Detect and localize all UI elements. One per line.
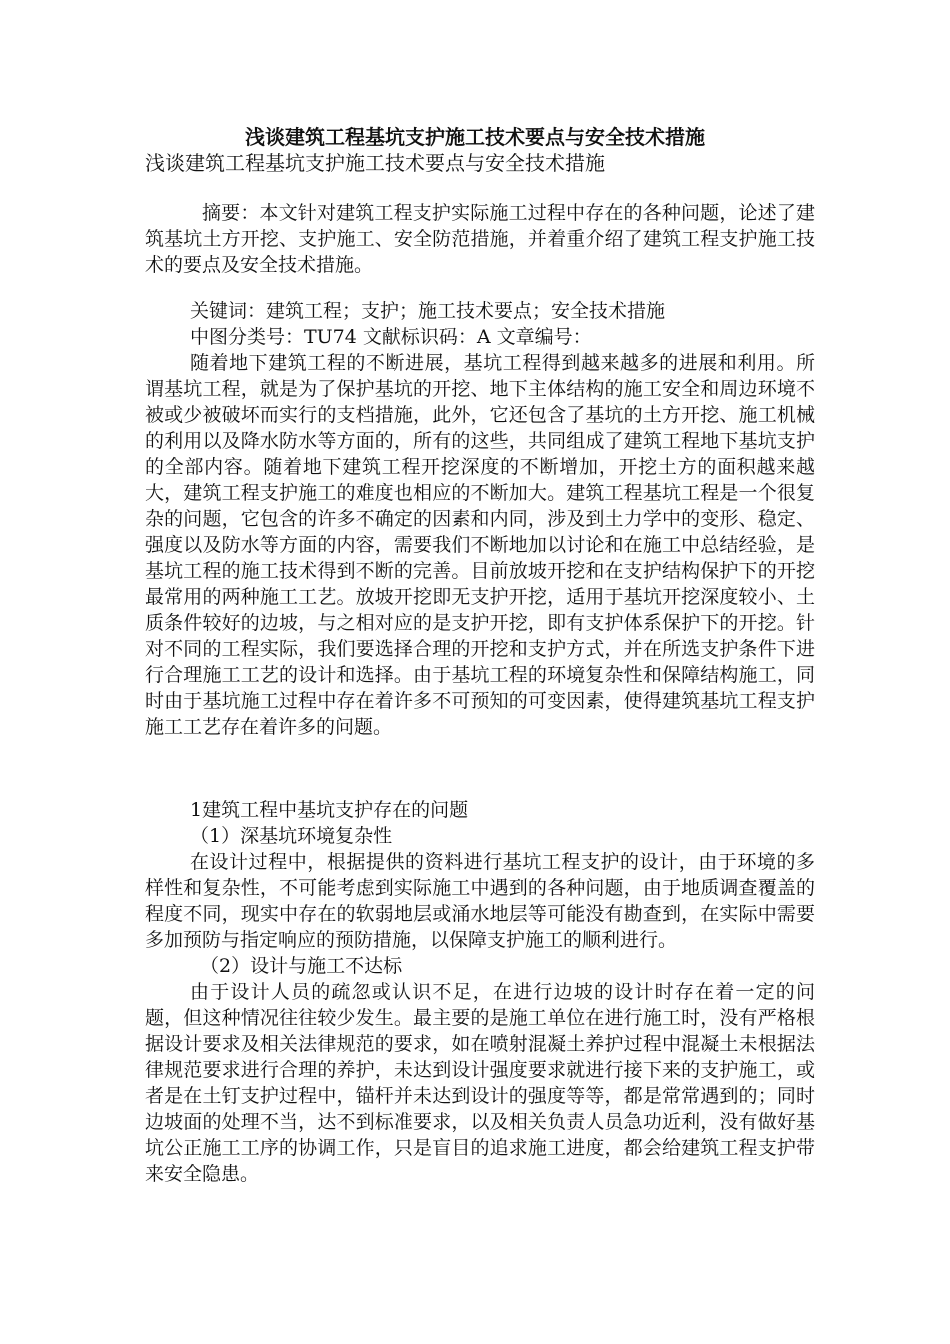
subsection-1-heading: （1）深基坑环境复杂性	[190, 825, 393, 847]
section-1-heading: 1建筑工程中基坑支护存在的问题	[190, 799, 469, 821]
section-1	[145, 797, 815, 1187]
keywords-block	[145, 298, 815, 350]
subsection-1-paragraph: 在设计过程中，根据提供的资料进行基坑工程支护的设计，由于环境的多样性和复杂性，不可能考虑到实际施工中遇到的各种问题，由于地质调查覆盖的程度不同，现实中存在的软弱地层或涌水地层等可能没有勘查到，在实际中需要多加预防与指定响应的预防措施，以保障支护施工的顺利进行。	[145, 851, 815, 951]
abstract-paragraph: 摘要：本文针对建筑工程支护实际施工过程中存在的各种问题，论述了建筑基坑土方开挖、支护施工、安全防范措施，并着重介绍了建筑工程支护施工技术的要点及安全技术措施。	[145, 202, 815, 276]
intro-paragraph: 随着地下建筑工程的不断进展，基坑工程得到越来越多的进展和利用。所谓基坑工程，就是为了保护基坑的开挖、地下主体结构的施工安全和周边环境不被或少被破坏而实行的支档措施，此外，它还包含了基坑的土方开挖、施工机械的利用以及降水防水等方面的，所有的这些，共同组成了建筑工程地下基坑支护的全部内容。随着地下建筑工程开挖深度的不断增加，开挖土方的面积越来越大，建筑工程支护施工的难度也相应的不断加大。建筑工程基坑工程是一个很复杂的问题，它包含的许多不确定的因素和内同，涉及到土力学中的变形、稳定、强度以及防水等方面的内容，需要我们不断地加以讨论和在施工中总结经验，是基坑工程的施工技术得到不断的完善。目前放坡开挖和在支护结构保护下的开挖最常用的两种施工工艺。放坡开挖即无支护开挖，适用于基坑开挖深度较小、土质条件较好的边坡，与之相对应的是支护开挖，即有支护体系保护下的开挖。针对不同的工程实际，我们要选择合理的开挖和支护方式，并在所选支护条件下进行合理施工工艺的设计和选择。由于基坑工程的环境复杂性和保障结构施工，同时由于基坑施工过程中存在着许多不可预知的可变因素，使得建筑基坑工程支护施工工艺存在着许多的问题。	[145, 352, 815, 738]
keywords-line: 关键词：建筑工程；支护；施工技术要点；安全技术措施	[190, 300, 666, 322]
classification-line: 中图分类号：TU74 文献标识码：A 文章编号：	[190, 326, 592, 348]
subsection-2-heading: （2）设计与施工不达标	[200, 955, 403, 977]
subsection-2-paragraph: 由于设计人员的疏忽或认识不足，在进行边坡的设计时存在着一定的问题，但这种情况往往较少发生。最主要的是施工单位在进行施工时，没有严格根据设计要求及相关法律规范的要求，如在喷射混凝土养护过程中混凝土未根据法律规范要求进行合理的养护，未达到设计强度要求就进行接下来的支护施工，或者是在土钉支护过程中，锚杆并未达到设计的强度等等，都是常常遇到的；同时边坡面的处理不当，达不到标准要求，以及相关负责人员急功近利，没有做好基坑公正施工工序的协调工作，只是盲目的追求施工进度，都会给建筑工程支护带来安全隐患。	[145, 981, 815, 1185]
document-title: 浅谈建筑工程基坑支护施工技术要点与安全技术措施	[245, 125, 705, 149]
document-subtitle: 浅谈建筑工程基坑支护施工技术要点与安全技术措施	[145, 151, 605, 175]
